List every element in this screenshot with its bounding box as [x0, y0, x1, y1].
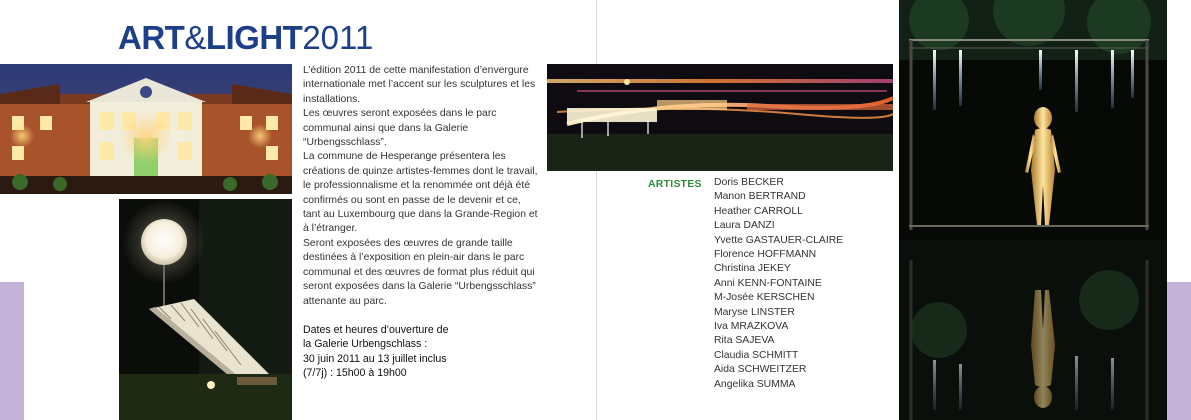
title-ampersand: & [184, 19, 206, 56]
artist-name: Heather CARROLL [714, 205, 803, 217]
title-year: 2011 [302, 19, 374, 56]
moon-lamp-stairs-photo [119, 199, 292, 420]
artist-name: Laura DANZI [714, 220, 775, 232]
intro-paragraph-2: Les œuvres seront exposées dans le parc communal ainsi que dans la Galerie “Urbengsschlass”. [303, 108, 497, 149]
intro-paragraph-3: La commune de Hesperange présentera les créations de quinze artistes-femmes dont le travail, le professionnalisme et la renommée ont déjà été confirmés ou sont en passe de le devenir et ce, tant au Luxembourg que dans la Grande-Region et à l’étranger. [303, 151, 538, 235]
artist-name: Doris BECKER [714, 177, 784, 188]
opening-dates [303, 323, 539, 381]
artists-list [714, 176, 843, 392]
artist-name: Angelika SUMMA [714, 378, 796, 390]
artist-name: Florence HOFFMANN [714, 249, 817, 261]
intro-paragraph-4: Seront exposées des œuvres de grande taille destinées à l’exposition en plein-air dans le parc communal et des œuvres de format plus réduit qui seront exposées dans la Galerie “Urbengsschlass” attenante au parc. [303, 237, 536, 307]
artist-name: Yvette GASTAUER-CLAIRE [714, 234, 844, 246]
lilac-accent-left [0, 282, 24, 420]
dates-line-2: la Galerie Urbengschlass : [303, 338, 428, 351]
artist-name: Anni KENN-FONTAINE [714, 277, 822, 289]
artist-name: Maryse LINSTER [714, 306, 795, 318]
dates-line-4: (7/7j) : 15h00 à 19h00 [303, 367, 407, 380]
artist-name: Manon BERTRAND [714, 191, 806, 203]
dates-line-1: Dates et heures d’ouverture de [303, 324, 449, 336]
artist-name: Rita SAJEVA [714, 335, 775, 347]
page-title [118, 20, 373, 56]
dates-line-3: 30 juin 2011 au 13 juillet inclus [303, 352, 447, 365]
artist-name: Aida SCHWEITZER [714, 364, 807, 376]
artist-name: Claudia SCHMITT [714, 349, 799, 361]
light-trails-photo [547, 64, 893, 171]
intro-paragraph-1: L’édition 2011 de cette manifestation d’envergure internationale met l’accent sur les sculptures et les installations. [303, 65, 536, 105]
page-fold-line [596, 0, 597, 420]
lilac-accent-right [1167, 282, 1191, 420]
golden-sculpture-photo [899, 0, 1167, 420]
artists-heading: ARTISTES [648, 179, 702, 190]
villa-night-photo [0, 64, 292, 194]
artist-name: Christina JEKEY [714, 263, 791, 275]
intro-text [303, 64, 539, 309]
artist-name: M-Josée KERSCHEN [714, 292, 815, 304]
title-art: ART [118, 19, 185, 56]
artist-name: Iva MRAZKOVA [714, 321, 789, 333]
title-light: LIGHT [205, 19, 303, 56]
